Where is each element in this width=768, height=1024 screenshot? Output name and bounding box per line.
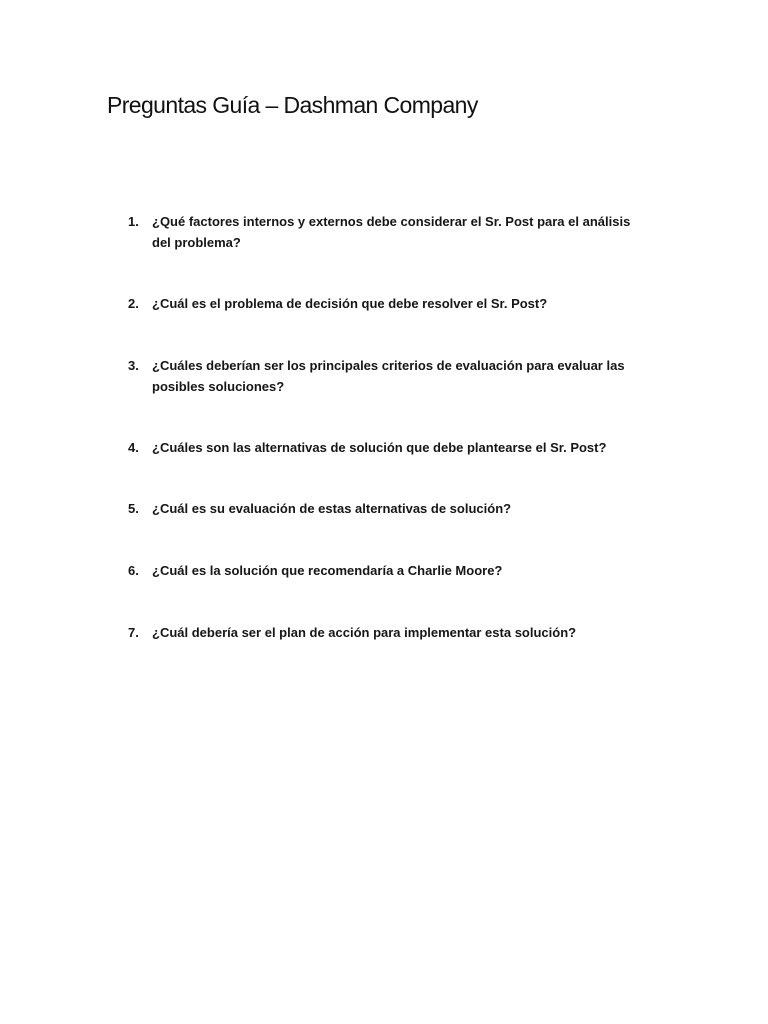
question-number: 2. <box>128 296 139 311</box>
question-text: ¿Cuál es la solución que recomendaría a Charlie Moore? <box>152 563 503 578</box>
question-text: ¿Cuál es su evaluación de estas alternativas de solución? <box>152 501 512 516</box>
question-number: 4. <box>128 440 139 455</box>
page-title: Preguntas Guía – Dashman Company <box>107 92 478 118</box>
question-item-7 <box>128 623 648 644</box>
question-text: ¿Cuál debería ser el plan de acción para implementar esta solución? <box>152 625 577 640</box>
question-number: 6. <box>128 563 139 578</box>
question-item-1 <box>128 212 648 253</box>
question-text: ¿Cuál es el problema de decisión que debe resolver el Sr. Post? <box>152 296 548 311</box>
question-item-2 <box>128 294 648 315</box>
question-text: ¿Qué factores internos y externos debe considerar el Sr. Post para el análisis del problema? <box>152 214 631 250</box>
question-number: 3. <box>128 358 139 373</box>
question-number: 7. <box>128 625 139 640</box>
question-item-5 <box>128 499 648 520</box>
question-item-3 <box>128 356 648 397</box>
question-item-6 <box>128 561 648 582</box>
question-number: 1. <box>128 214 139 229</box>
question-item-4 <box>128 438 648 459</box>
question-text: ¿Cuáles son las alternativas de solución que debe plantearse el Sr. Post? <box>152 440 607 455</box>
question-text: ¿Cuáles deberían ser los principales criterios de evaluación para evaluar las posibles soluciones? <box>152 358 625 394</box>
question-number: 5. <box>128 501 139 516</box>
